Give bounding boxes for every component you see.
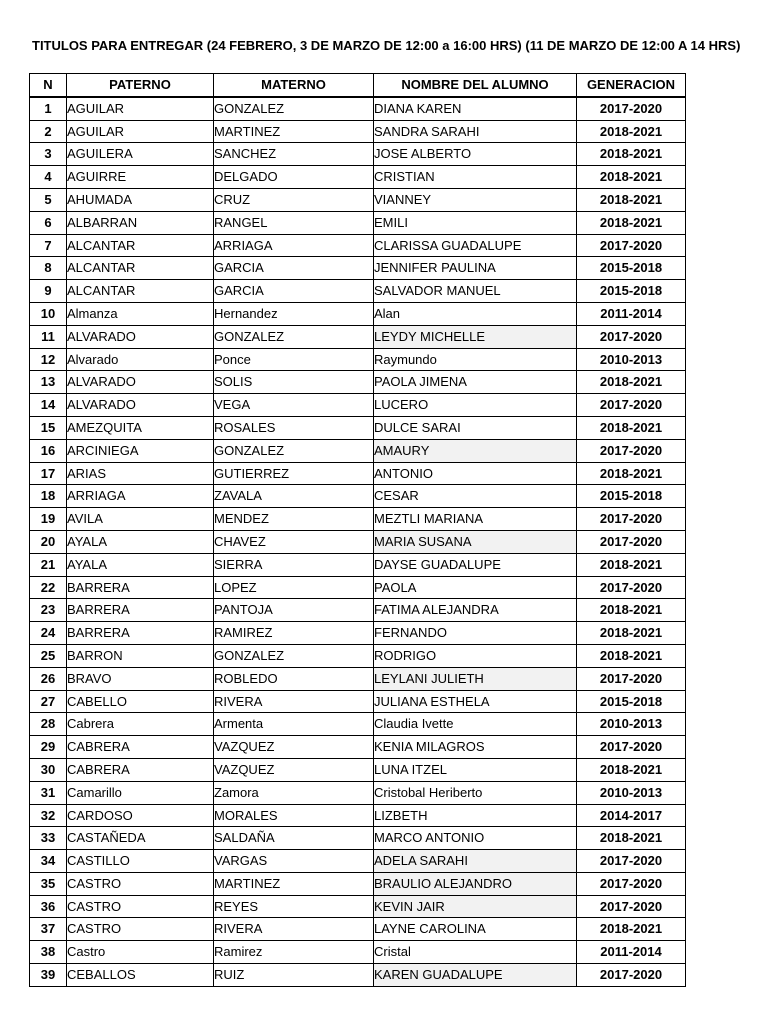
cell-materno: Armenta — [214, 713, 374, 736]
table-header-row — [30, 74, 686, 97]
table-row — [30, 371, 686, 394]
table-row — [30, 918, 686, 941]
cell-nombre: PAOLA — [374, 576, 577, 599]
table-row — [30, 439, 686, 462]
cell-generacion: 2017-2020 — [577, 325, 686, 348]
cell-number: 9 — [30, 280, 67, 303]
cell-generacion: 2017-2020 — [577, 667, 686, 690]
cell-number: 31 — [30, 781, 67, 804]
table-row — [30, 485, 686, 508]
cell-nombre: BRAULIO ALEJANDRO — [374, 872, 577, 895]
cell-paterno: CASTRO — [67, 918, 214, 941]
cell-paterno: ALCANTAR — [67, 280, 214, 303]
cell-materno: RIVERA — [214, 690, 374, 713]
cell-paterno: AYALA — [67, 553, 214, 576]
cell-generacion: 2015-2018 — [577, 257, 686, 280]
students-table — [29, 73, 686, 987]
cell-number: 37 — [30, 918, 67, 941]
cell-nombre: Claudia Ivette — [374, 713, 577, 736]
cell-paterno: AGUILERA — [67, 143, 214, 166]
header-n: N — [30, 74, 67, 97]
cell-number: 18 — [30, 485, 67, 508]
cell-materno: SOLIS — [214, 371, 374, 394]
cell-nombre: MARCO ANTONIO — [374, 827, 577, 850]
cell-nombre: KEVIN JAIR — [374, 895, 577, 918]
cell-materno: GONZALEZ — [214, 97, 374, 120]
table-row — [30, 97, 686, 120]
cell-paterno: BRAVO — [67, 667, 214, 690]
cell-generacion: 2017-2020 — [577, 394, 686, 417]
table-row — [30, 895, 686, 918]
cell-generacion: 2018-2021 — [577, 371, 686, 394]
cell-generacion: 2017-2020 — [577, 736, 686, 759]
cell-nombre: LEYDY MICHELLE — [374, 325, 577, 348]
cell-generacion: 2018-2021 — [577, 188, 686, 211]
cell-generacion: 2017-2020 — [577, 439, 686, 462]
cell-nombre: LUCERO — [374, 394, 577, 417]
cell-number: 6 — [30, 211, 67, 234]
cell-paterno: CEBALLOS — [67, 964, 214, 987]
cell-generacion: 2018-2021 — [577, 416, 686, 439]
cell-number: 24 — [30, 622, 67, 645]
cell-paterno: ALBARRAN — [67, 211, 214, 234]
cell-nombre: CRISTIAN — [374, 166, 577, 189]
cell-generacion: 2010-2013 — [577, 348, 686, 371]
cell-nombre: JULIANA ESTHELA — [374, 690, 577, 713]
cell-number: 39 — [30, 964, 67, 987]
table-row — [30, 599, 686, 622]
cell-number: 29 — [30, 736, 67, 759]
cell-materno: SIERRA — [214, 553, 374, 576]
cell-materno: GARCIA — [214, 257, 374, 280]
cell-paterno: ALCANTAR — [67, 234, 214, 257]
cell-nombre: AMAURY — [374, 439, 577, 462]
cell-number: 15 — [30, 416, 67, 439]
table-row — [30, 576, 686, 599]
cell-generacion: 2018-2021 — [577, 644, 686, 667]
cell-nombre: Cristobal Heriberto — [374, 781, 577, 804]
cell-number: 14 — [30, 394, 67, 417]
cell-paterno: CABELLO — [67, 690, 214, 713]
cell-generacion: 2014-2017 — [577, 804, 686, 827]
cell-paterno: AYALA — [67, 530, 214, 553]
cell-number: 23 — [30, 599, 67, 622]
cell-number: 3 — [30, 143, 67, 166]
table-row — [30, 804, 686, 827]
cell-number: 12 — [30, 348, 67, 371]
cell-number: 30 — [30, 758, 67, 781]
cell-generacion: 2017-2020 — [577, 850, 686, 873]
cell-paterno: ARCINIEGA — [67, 439, 214, 462]
cell-paterno: CARDOSO — [67, 804, 214, 827]
table-row — [30, 622, 686, 645]
cell-generacion: 2015-2018 — [577, 485, 686, 508]
cell-materno: RIVERA — [214, 918, 374, 941]
cell-materno: ROSALES — [214, 416, 374, 439]
cell-materno: RANGEL — [214, 211, 374, 234]
cell-nombre: ADELA SARAHI — [374, 850, 577, 873]
cell-nombre: KAREN GUADALUPE — [374, 964, 577, 987]
cell-materno: MENDEZ — [214, 508, 374, 531]
cell-materno: Ramirez — [214, 941, 374, 964]
cell-materno: Ponce — [214, 348, 374, 371]
cell-paterno: AGUILAR — [67, 120, 214, 143]
cell-generacion: 2010-2013 — [577, 781, 686, 804]
cell-generacion: 2017-2020 — [577, 576, 686, 599]
cell-number: 22 — [30, 576, 67, 599]
cell-materno: GONZALEZ — [214, 325, 374, 348]
cell-nombre: DULCE SARAI — [374, 416, 577, 439]
cell-paterno: AHUMADA — [67, 188, 214, 211]
cell-number: 16 — [30, 439, 67, 462]
cell-materno: LOPEZ — [214, 576, 374, 599]
table-row — [30, 667, 686, 690]
cell-nombre: DAYSE GUADALUPE — [374, 553, 577, 576]
cell-materno: VAZQUEZ — [214, 758, 374, 781]
cell-paterno: ARRIAGA — [67, 485, 214, 508]
cell-paterno: CASTILLO — [67, 850, 214, 873]
cell-generacion: 2018-2021 — [577, 120, 686, 143]
cell-nombre: LEYLANI JULIETH — [374, 667, 577, 690]
cell-number: 38 — [30, 941, 67, 964]
cell-materno: VEGA — [214, 394, 374, 417]
cell-nombre: FERNANDO — [374, 622, 577, 645]
cell-number: 19 — [30, 508, 67, 531]
table-row — [30, 758, 686, 781]
cell-materno: MARTINEZ — [214, 120, 374, 143]
cell-paterno: BARRERA — [67, 599, 214, 622]
table-row — [30, 234, 686, 257]
cell-materno: Hernandez — [214, 302, 374, 325]
cell-materno: CRUZ — [214, 188, 374, 211]
cell-nombre: LIZBETH — [374, 804, 577, 827]
cell-nombre: DIANA KAREN — [374, 97, 577, 120]
table-row — [30, 872, 686, 895]
cell-generacion: 2018-2021 — [577, 553, 686, 576]
cell-generacion: 2015-2018 — [577, 690, 686, 713]
cell-paterno: AVILA — [67, 508, 214, 531]
cell-paterno: AGUIRRE — [67, 166, 214, 189]
cell-nombre: Alan — [374, 302, 577, 325]
table-row — [30, 416, 686, 439]
cell-materno: MARTINEZ — [214, 872, 374, 895]
table-row — [30, 257, 686, 280]
page-title: TITULOS PARA ENTREGAR (24 FEBRERO, 3 DE MARZO DE 12:00 a 16:00 HRS) (11 DE MARZO DE 12:00 A 14 HRS) — [32, 38, 741, 53]
cell-nombre: MEZTLI MARIANA — [374, 508, 577, 531]
cell-materno: MORALES — [214, 804, 374, 827]
cell-materno: GONZALEZ — [214, 439, 374, 462]
table-row — [30, 211, 686, 234]
table-row — [30, 143, 686, 166]
cell-paterno: CABRERA — [67, 758, 214, 781]
cell-paterno: CASTAÑEDA — [67, 827, 214, 850]
cell-paterno: ALVARADO — [67, 394, 214, 417]
table-row — [30, 325, 686, 348]
cell-number: 13 — [30, 371, 67, 394]
cell-paterno: BARRON — [67, 644, 214, 667]
cell-paterno: CASTRO — [67, 872, 214, 895]
cell-paterno: Castro — [67, 941, 214, 964]
cell-generacion: 2018-2021 — [577, 462, 686, 485]
cell-number: 27 — [30, 690, 67, 713]
cell-paterno: AMEZQUITA — [67, 416, 214, 439]
cell-generacion: 2018-2021 — [577, 758, 686, 781]
cell-materno: ROBLEDO — [214, 667, 374, 690]
cell-number: 32 — [30, 804, 67, 827]
cell-nombre: JOSE ALBERTO — [374, 143, 577, 166]
cell-paterno: CABRERA — [67, 736, 214, 759]
cell-nombre: PAOLA JIMENA — [374, 371, 577, 394]
cell-number: 8 — [30, 257, 67, 280]
cell-nombre: SALVADOR MANUEL — [374, 280, 577, 303]
cell-materno: GARCIA — [214, 280, 374, 303]
table-row — [30, 120, 686, 143]
cell-generacion: 2017-2020 — [577, 508, 686, 531]
table-row — [30, 188, 686, 211]
cell-number: 11 — [30, 325, 67, 348]
table-row — [30, 530, 686, 553]
table-row — [30, 280, 686, 303]
cell-number: 35 — [30, 872, 67, 895]
cell-materno: CHAVEZ — [214, 530, 374, 553]
cell-nombre: JENNIFER PAULINA — [374, 257, 577, 280]
cell-number: 20 — [30, 530, 67, 553]
cell-generacion: 2018-2021 — [577, 622, 686, 645]
cell-materno: ARRIAGA — [214, 234, 374, 257]
table-row — [30, 644, 686, 667]
cell-nombre: FATIMA ALEJANDRA — [374, 599, 577, 622]
cell-generacion: 2011-2014 — [577, 941, 686, 964]
cell-paterno: Almanza — [67, 302, 214, 325]
cell-paterno: ALCANTAR — [67, 257, 214, 280]
cell-paterno: Alvarado — [67, 348, 214, 371]
table-row — [30, 394, 686, 417]
header-generacion: GENERACION — [577, 74, 686, 97]
cell-generacion: 2018-2021 — [577, 143, 686, 166]
cell-materno: GUTIERREZ — [214, 462, 374, 485]
header-materno: MATERNO — [214, 74, 374, 97]
table-row — [30, 690, 686, 713]
cell-materno: VARGAS — [214, 850, 374, 873]
cell-nombre: VIANNEY — [374, 188, 577, 211]
cell-nombre: Raymundo — [374, 348, 577, 371]
table-row — [30, 736, 686, 759]
cell-number: 21 — [30, 553, 67, 576]
cell-generacion: 2018-2021 — [577, 166, 686, 189]
table-row — [30, 166, 686, 189]
cell-number: 5 — [30, 188, 67, 211]
table-row — [30, 553, 686, 576]
table-row — [30, 302, 686, 325]
cell-nombre: LAYNE CAROLINA — [374, 918, 577, 941]
cell-number: 36 — [30, 895, 67, 918]
cell-number: 2 — [30, 120, 67, 143]
cell-paterno: ARIAS — [67, 462, 214, 485]
cell-paterno: ALVARADO — [67, 325, 214, 348]
cell-nombre: MARIA SUSANA — [374, 530, 577, 553]
header-paterno: PATERNO — [67, 74, 214, 97]
cell-materno: Zamora — [214, 781, 374, 804]
cell-number: 28 — [30, 713, 67, 736]
cell-nombre: EMILI — [374, 211, 577, 234]
cell-paterno: AGUILAR — [67, 97, 214, 120]
cell-materno: GONZALEZ — [214, 644, 374, 667]
cell-generacion: 2017-2020 — [577, 97, 686, 120]
cell-generacion: 2010-2013 — [577, 713, 686, 736]
header-nombre: NOMBRE DEL ALUMNO — [374, 74, 577, 97]
cell-nombre: CESAR — [374, 485, 577, 508]
cell-number: 10 — [30, 302, 67, 325]
cell-paterno: BARRERA — [67, 576, 214, 599]
cell-materno: SALDAÑA — [214, 827, 374, 850]
cell-generacion: 2015-2018 — [577, 280, 686, 303]
cell-materno: ZAVALA — [214, 485, 374, 508]
cell-paterno: CASTRO — [67, 895, 214, 918]
cell-nombre: SANDRA SARAHI — [374, 120, 577, 143]
cell-nombre: KENIA MILAGROS — [374, 736, 577, 759]
table-row — [30, 462, 686, 485]
cell-number: 33 — [30, 827, 67, 850]
cell-generacion: 2018-2021 — [577, 918, 686, 941]
cell-materno: VAZQUEZ — [214, 736, 374, 759]
cell-materno: RUIZ — [214, 964, 374, 987]
cell-nombre: RODRIGO — [374, 644, 577, 667]
cell-paterno: BARRERA — [67, 622, 214, 645]
cell-number: 7 — [30, 234, 67, 257]
cell-paterno: ALVARADO — [67, 371, 214, 394]
table-row — [30, 941, 686, 964]
cell-number: 17 — [30, 462, 67, 485]
table-row — [30, 781, 686, 804]
cell-generacion: 2017-2020 — [577, 895, 686, 918]
cell-generacion: 2017-2020 — [577, 530, 686, 553]
table-row — [30, 348, 686, 371]
cell-number: 34 — [30, 850, 67, 873]
cell-paterno: Camarillo — [67, 781, 214, 804]
cell-materno: RAMIREZ — [214, 622, 374, 645]
cell-generacion: 2017-2020 — [577, 234, 686, 257]
table-body — [30, 97, 686, 987]
cell-number: 26 — [30, 667, 67, 690]
cell-generacion: 2011-2014 — [577, 302, 686, 325]
cell-generacion: 2017-2020 — [577, 872, 686, 895]
cell-nombre: Cristal — [374, 941, 577, 964]
cell-generacion: 2017-2020 — [577, 964, 686, 987]
table-row — [30, 713, 686, 736]
cell-generacion: 2018-2021 — [577, 599, 686, 622]
cell-materno: SANCHEZ — [214, 143, 374, 166]
cell-number: 1 — [30, 97, 67, 120]
cell-nombre: CLARISSA GUADALUPE — [374, 234, 577, 257]
cell-materno: PANTOJA — [214, 599, 374, 622]
cell-generacion: 2018-2021 — [577, 211, 686, 234]
table-row — [30, 508, 686, 531]
cell-materno: DELGADO — [214, 166, 374, 189]
cell-nombre: ANTONIO — [374, 462, 577, 485]
cell-nombre: LUNA ITZEL — [374, 758, 577, 781]
cell-paterno: Cabrera — [67, 713, 214, 736]
cell-number: 25 — [30, 644, 67, 667]
table-row — [30, 964, 686, 987]
table-row — [30, 827, 686, 850]
cell-materno: REYES — [214, 895, 374, 918]
table-row — [30, 850, 686, 873]
cell-number: 4 — [30, 166, 67, 189]
cell-generacion: 2018-2021 — [577, 827, 686, 850]
